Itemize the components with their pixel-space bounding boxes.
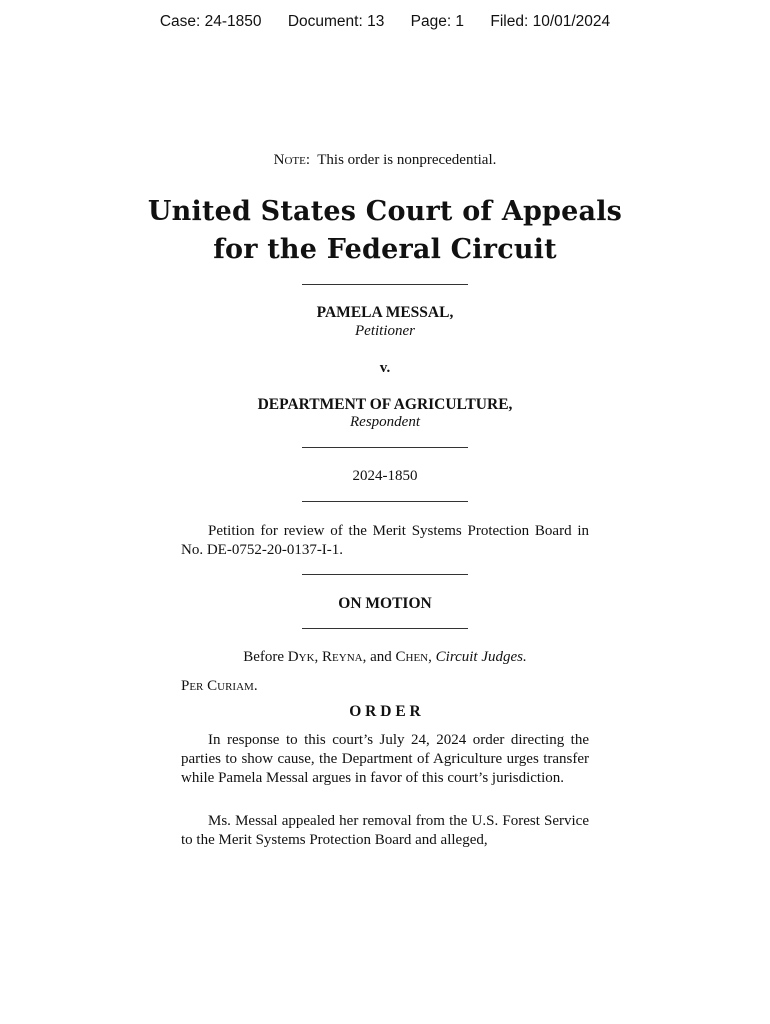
petition-text: Petition for review of the Merit Systems Protection Board in No. DE-0752-20-0137-I-1. <box>181 523 589 558</box>
panel-and: and <box>370 649 392 665</box>
respondent-role: Respondent <box>350 414 420 430</box>
panel-before: Before <box>243 649 285 665</box>
docket-number: 2024-1850 <box>352 468 418 484</box>
document-number: Document: 13 <box>287 13 385 30</box>
petitioner-role: Petitioner <box>355 323 415 339</box>
respondent-name: DEPARTMENT OF AGRICULTURE, <box>257 396 513 413</box>
divider <box>302 447 468 448</box>
court-name-line2: for the Federal Circuit <box>213 234 557 265</box>
court-name <box>0 193 770 269</box>
on-motion-heading: ON MOTION <box>338 595 432 612</box>
judge-reyna: Reyna <box>322 649 363 665</box>
judge-dyk: Dyk <box>287 649 315 665</box>
order-paragraph-1: In response to this court’s July 24, 2024 order directing the parties to show cause, the Department of Agriculture urges transfer while Pamela Messal argues in favor of this court’s jurisdiction. <box>181 732 589 786</box>
per-curiam <box>181 677 589 696</box>
filed-date: Filed: 10/01/2024 <box>490 13 611 30</box>
filing-header <box>0 13 770 31</box>
divider <box>302 501 468 502</box>
per-curiam-text: Per Curiam. <box>181 678 258 694</box>
note-label: Note: <box>273 152 311 168</box>
order-heading: O R D E R <box>349 703 421 720</box>
divider <box>302 284 468 285</box>
divider <box>302 628 468 629</box>
page-number: Page: 1 <box>410 13 465 30</box>
petitioner-name: PAMELA MESSAL, <box>316 304 454 321</box>
nonprecedential-note <box>0 152 770 169</box>
judge-chen: Chen <box>395 649 429 665</box>
order-paragraph-2: Ms. Messal appealed her removal from the U.S. Forest Service to the Merit Systems Protection Board and alleged, <box>181 813 589 848</box>
versus: v. <box>379 360 391 376</box>
divider <box>302 574 468 575</box>
panel-title: Circuit Judges. <box>435 649 527 665</box>
case-number: Case: 24-1850 <box>159 13 262 30</box>
note-text: This order is nonprecedential. <box>317 152 497 168</box>
panel-line: Before Dyk, Reyna, and Chen, Circuit Judges. <box>243 649 527 665</box>
court-name-line1: United States Court of Appeals <box>147 196 623 227</box>
